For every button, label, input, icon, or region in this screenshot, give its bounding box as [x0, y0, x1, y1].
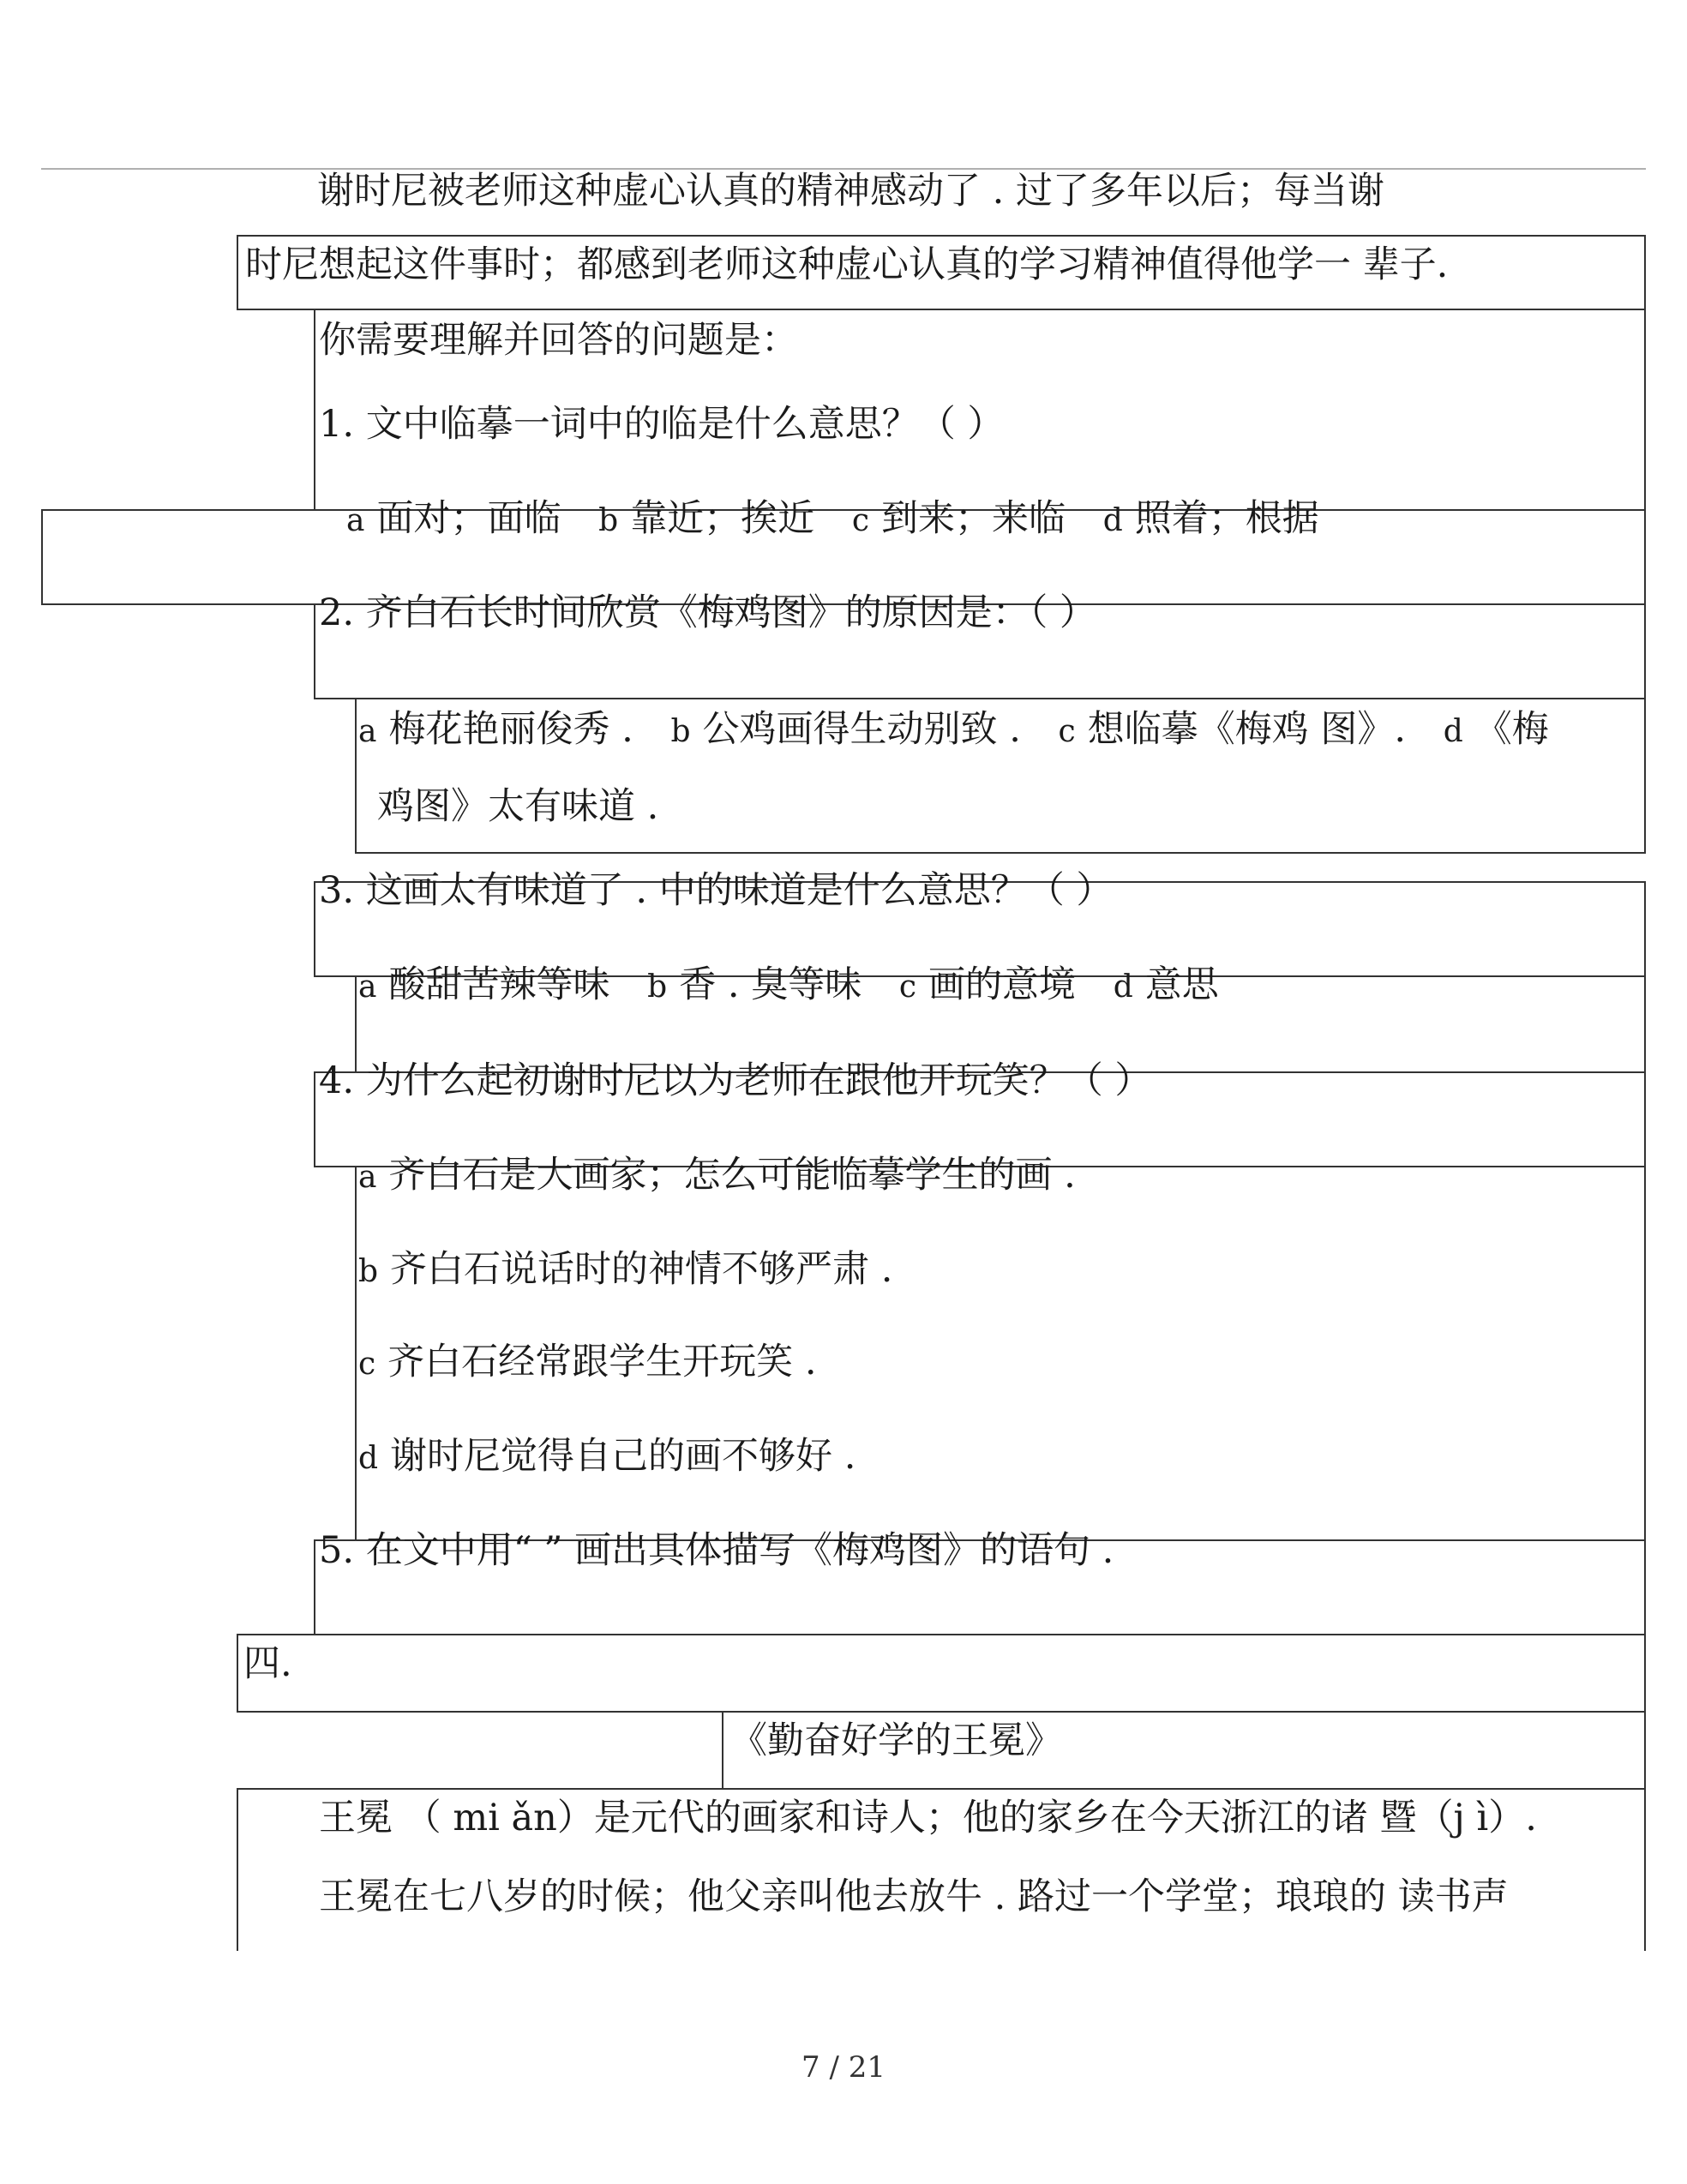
story-line-1: 王冕 （ mi ǎn）是元代的画家和诗人；他的家乡在今天浙江的诸 暨（j ì）. [319, 1797, 1537, 1839]
option-letter: b [670, 714, 691, 749]
passage-line-1: 谢时尼被老师这种虚心认真的精神感动了 . 过了多年以后；每当谢 [317, 170, 1385, 213]
story-line-2: 王冕在七八岁的时候；他父亲叫他去放牛 . 路过一个学堂；琅琅的 读书声 [319, 1875, 1509, 1918]
questions-prompt: 你需要理解并回答的问题是： [319, 319, 798, 362]
option-letter: b [358, 1254, 379, 1289]
question-1-stem: 1. 文中临摹一词中的临是什么意思？（ ） [319, 403, 1005, 446]
option-letter: d [1443, 714, 1463, 749]
question-4-option-b [358, 1248, 893, 1291]
option-letter: a [358, 969, 377, 1005]
question-3-options [358, 963, 1219, 1006]
option-text: 面对；面临 [376, 497, 561, 540]
option-text: 齐白石说话时的神情不够严肃 . [390, 1248, 893, 1291]
option-letter: b [647, 969, 668, 1005]
section-four-label: 四. [243, 1642, 292, 1685]
option-text: 齐白石经常跟学生开玩笑 . [387, 1341, 817, 1383]
option-text: 到来；来临 [881, 497, 1066, 540]
option-text: 香 . 臭等味 [679, 963, 862, 1006]
option-text: 意思 [1144, 963, 1219, 1006]
question-4-option-a [358, 1154, 1076, 1197]
option-text: 想临摹《梅鸡 图》. [1087, 708, 1407, 751]
option-text: 酸甜苦辣等味 [388, 963, 610, 1006]
option-letter: b [598, 503, 619, 538]
option-letter: d [1102, 503, 1123, 538]
question-2-options-wrap: 鸡图》太有味道 . [377, 785, 659, 828]
question-4-option-d [358, 1435, 856, 1478]
question-3-stem: 3. 这画太有味道了 . 中的味道是什么意思？（ ） [319, 869, 1114, 912]
option-text: 画的意境 [928, 963, 1077, 1006]
passage-line-2: 时尼想起这件事时；都感到老师这种虚心认真的学习精神值得他学一 辈子. [245, 243, 1449, 286]
question-4-stem: 4. 为什么起初谢时尼以为老师在跟他开玩笑？（ ） [319, 1059, 1152, 1102]
option-letter: c [358, 1347, 376, 1382]
story-title: 《勤奋好学的王冕》 [730, 1719, 1062, 1762]
option-letter: d [1113, 969, 1133, 1005]
option-text: 照着；根据 [1134, 497, 1319, 540]
option-text: 《梅 [1474, 708, 1549, 751]
option-text: 靠近；挨近 [630, 497, 815, 540]
option-letter: d [358, 1441, 379, 1476]
option-letter: c [1058, 714, 1076, 749]
option-text: 梅花艳丽俊秀 . [388, 708, 633, 751]
question-2-options [358, 708, 1549, 751]
question-4-option-c [358, 1341, 817, 1383]
question-2-stem: 2. 齐白石长时间欣赏《梅鸡图》的原因是：（ ） [319, 591, 1096, 634]
cell-section-four [237, 1634, 1646, 1713]
option-letter: a [358, 714, 377, 749]
option-letter: a [358, 1160, 377, 1195]
page-number: 7 / 21 [801, 2050, 886, 2085]
option-letter: c [898, 969, 917, 1005]
option-text: 谢时尼觉得自己的画不够好 . [390, 1435, 856, 1478]
question-5-stem: 5. 在文中用“ ” 画出具体描写《梅鸡图》的语句 . [319, 1529, 1114, 1572]
option-text: 公鸡画得生动别致 . [702, 708, 1021, 751]
option-letter: a [346, 503, 365, 538]
option-text: 齐白石是大画家；怎么可能临摹学生的画 . [388, 1154, 1076, 1197]
option-letter: c [851, 503, 870, 538]
question-1-options [346, 497, 1319, 540]
